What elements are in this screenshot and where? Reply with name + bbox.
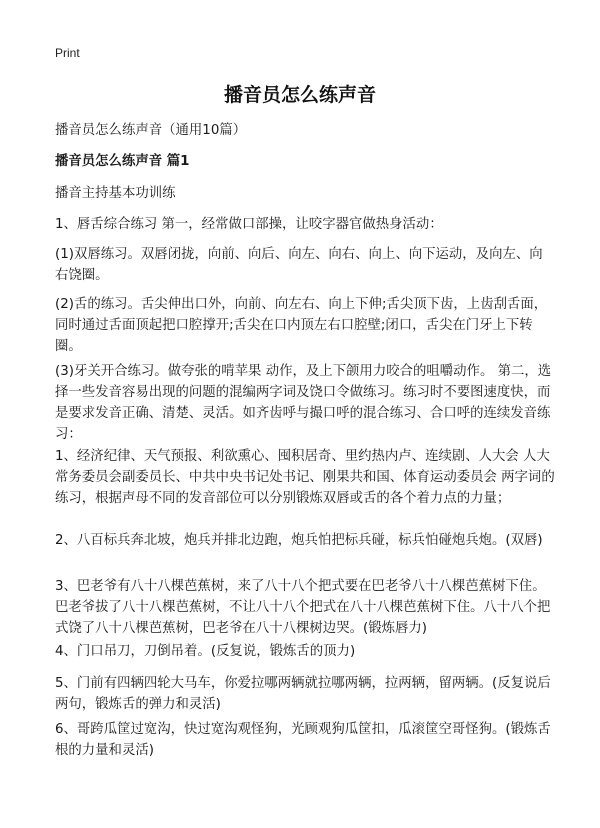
paragraph-jaw-practice: (3)牙关开合练习。做夸张的啃苹果 动作，及上下颌用力咬合的咀嚼动作。 第二，选择一些发音容易出现的问题的混编两字词及饶口令做练习。练习时不要图速度快，而是要求发音正确、清楚、灵活。如齐齿呼与撮口呼的混合练习、合口呼的连续发音练习： [55,364,552,442]
paragraph-lip-tongue-exercise: 1、唇舌综合练习 第一，经常做口部操，让咬字器官做热身活动： [55,217,443,232]
page-title: 播音员怎么练声音 [223,84,376,106]
tongue-twister-3: 4、门口吊刀，刀倒吊着。(反复说，锻炼舌的顶力) [55,644,356,659]
paragraph-lip-practice: (1)双唇练习。双唇闭拢，向前、向后、向左、向右、向上、向下运动，及向左、向右饶圈。 [55,247,543,283]
section-heading: 播音员怎么练声音 篇1 [55,154,190,169]
paragraph-tongue-practice: (2)舌的练习。舌尖伸出口外，向前、向左右、向上下伸;舌尖顶下齿，上齿刮舌面，同时通过舌面顶起把口腔撑开;舌尖在口内顶左右口腔壁;闭口，舌尖在门牙上下转圈。 [55,297,548,354]
paragraph-word-practice: 1、经济纪律、天气预报、利欲熏心、囤积居奇、里约热内卢、连续剧、人大会 人大常务委员会副委员长、中共中央书记处书记、刚果共和国、体育运动委员会 两字词的练习，根据声母不同的发音部位可以分别锻炼双唇或舌的各个着力点的力量； [55,449,555,506]
tongue-twister-2: 3、巴老爷有八十八棵芭蕉树，来了八十八个把式要在巴老爷八十八棵芭蕉树下住。巴老爷拔了八十八棵芭蕉树，不让八十八个把式在八十八棵芭蕉树下住。八十八个把式饶了八十八棵芭蕉树，巴老爷在八十八棵树边哭。(锻炼唇力) [55,579,551,636]
tongue-twister-4: 5、门前有四辆四轮大马车，你爱拉哪两辆就拉哪两辆，拉两辆，留两辆。(反复说后两句，锻炼舌的弹力和灵活) [55,676,551,712]
paragraph-intro: 播音主持基本功训练 [55,186,176,201]
document-subtitle: 播音员怎么练声音（通用10篇） [55,123,247,138]
tongue-twister-1: 2、八百标兵奔北坡，炮兵并排北边跑，炮兵怕把标兵碰，标兵怕碰炮兵炮。(双唇) [55,533,543,548]
print-label[interactable]: Print [55,46,80,60]
tongue-twister-5: 6、哥跨瓜筐过宽沟，快过宽沟观怪狗，光顾观狗瓜筐扣，瓜滚筐空哥怪狗。(锻炼舌根的力量和灵活) [55,722,551,758]
